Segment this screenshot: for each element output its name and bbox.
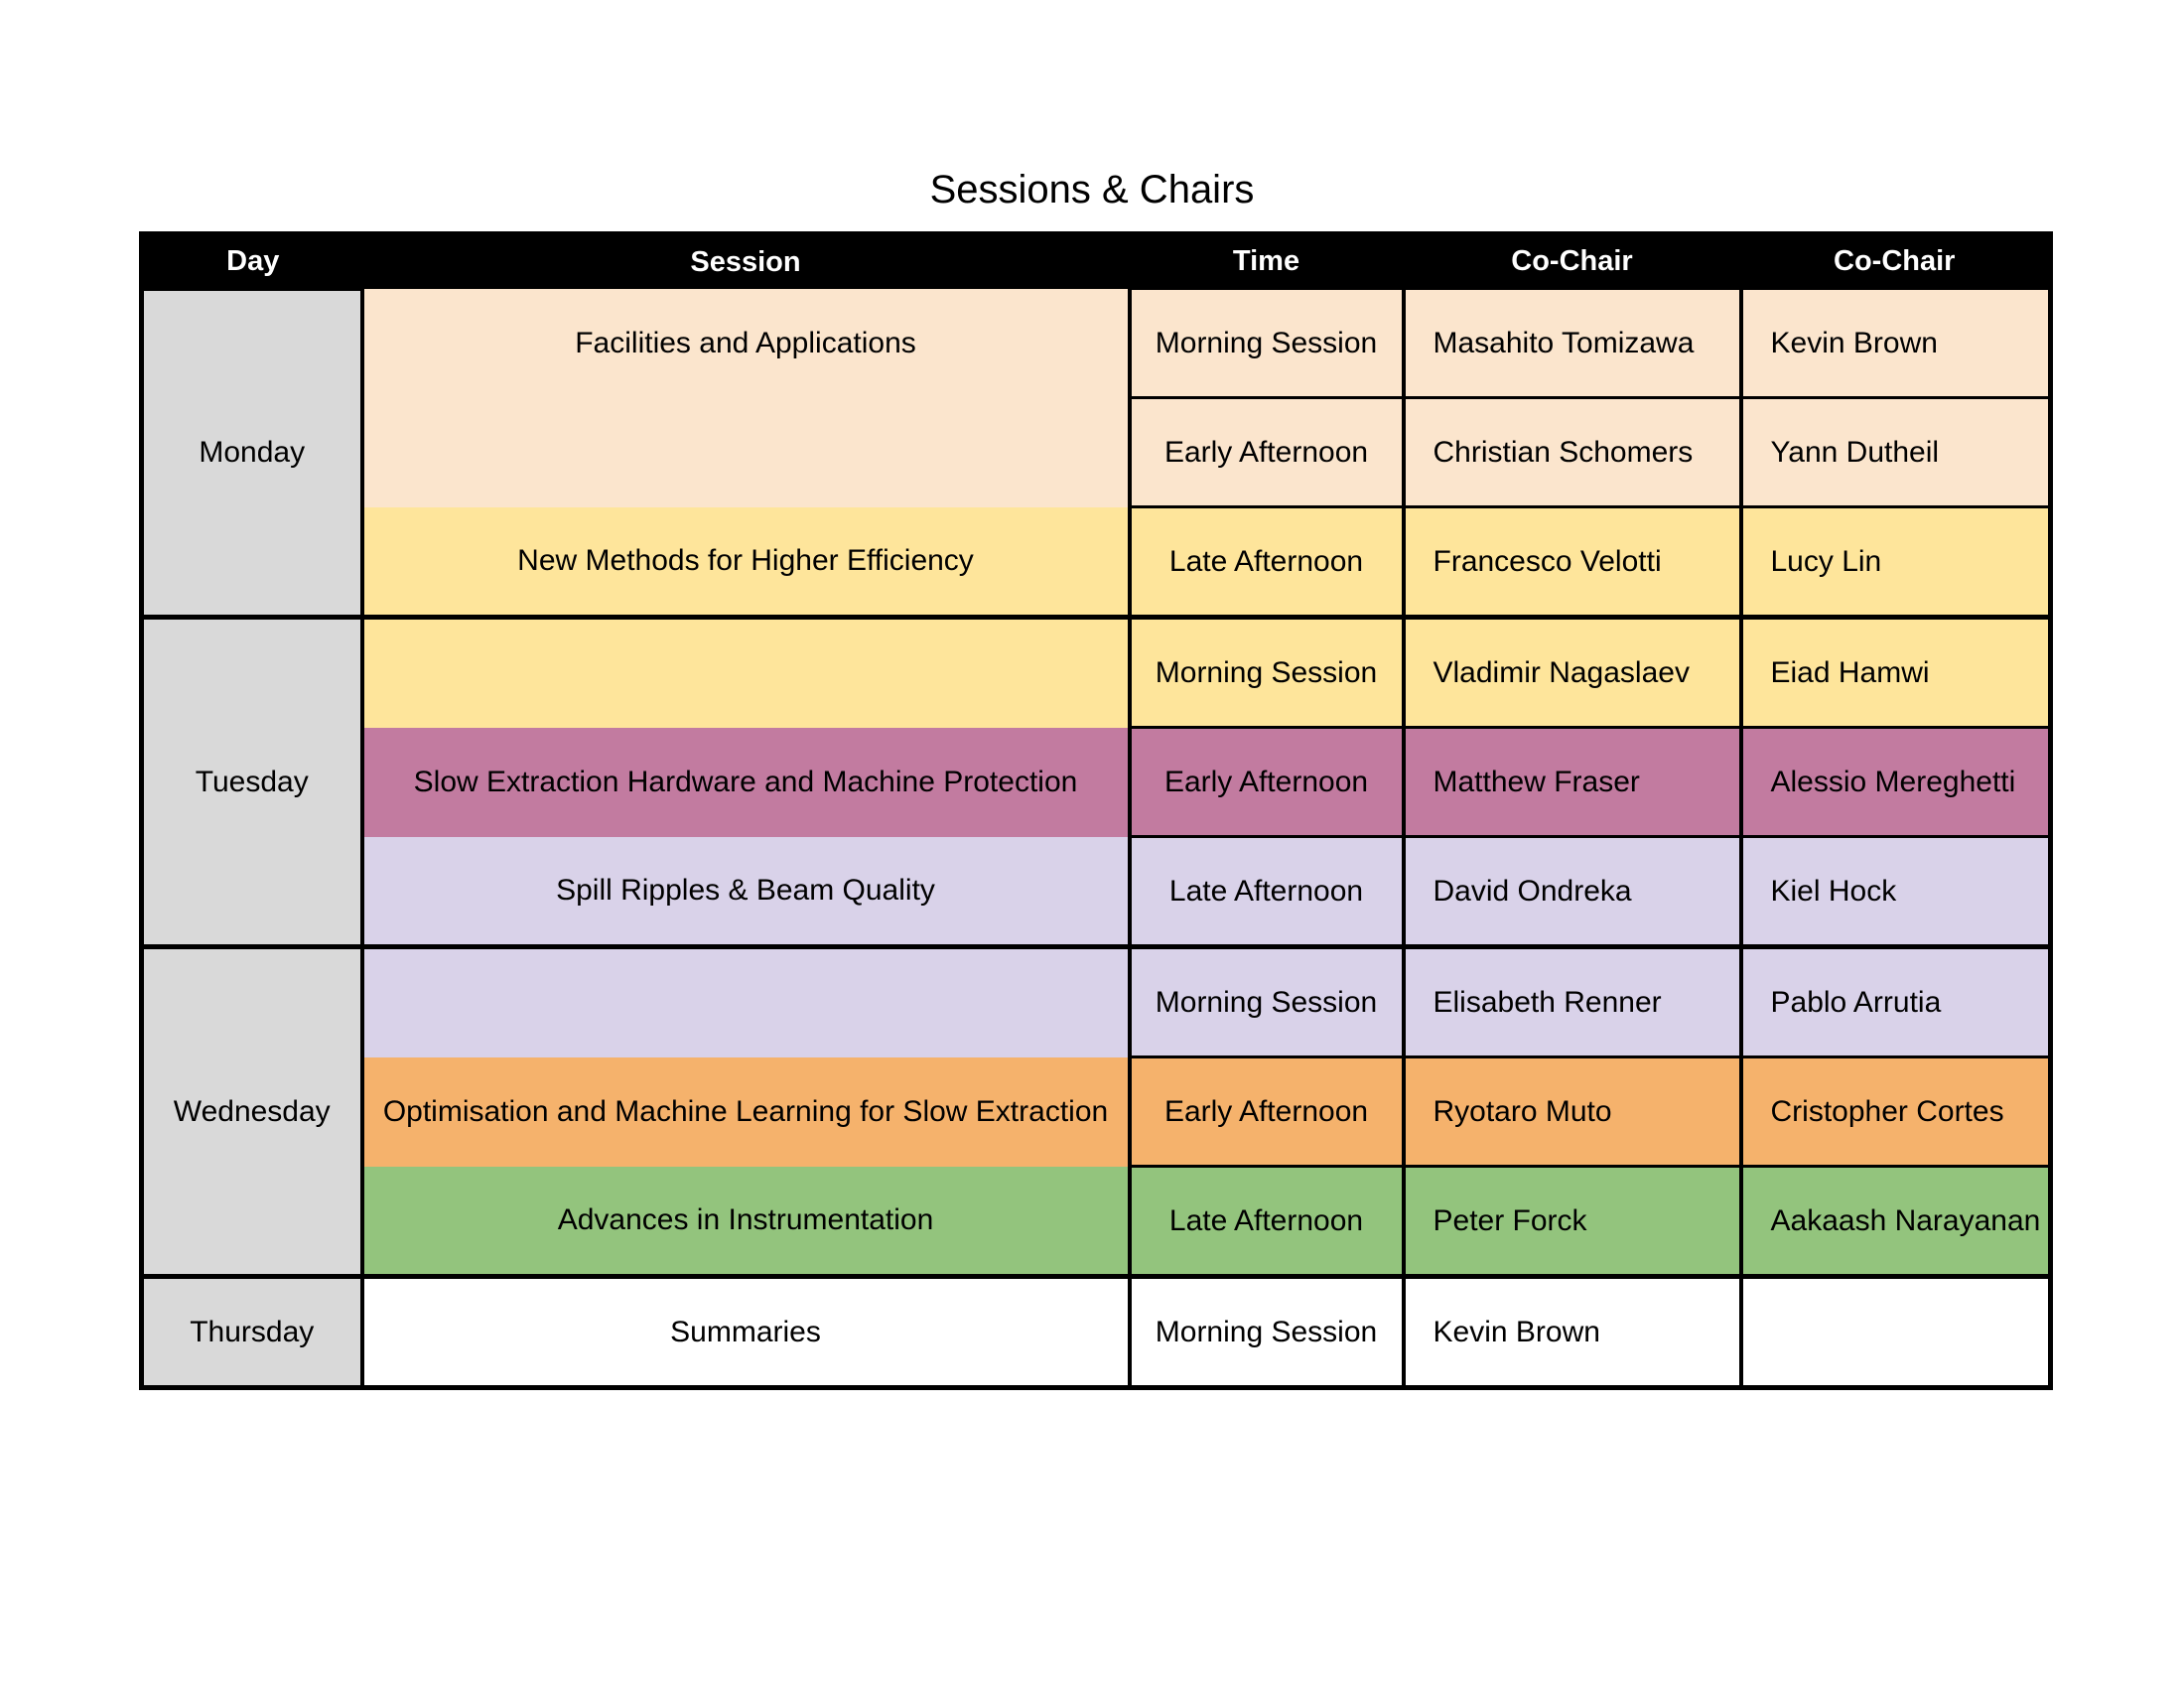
header-session: Session	[362, 234, 1130, 289]
table-row	[142, 837, 2051, 947]
co-chair-cell: David Ondreka	[1404, 837, 1741, 947]
time-cell: Early Afternoon	[1130, 1057, 1404, 1167]
table-row	[142, 1167, 2051, 1277]
co-chair-cell: Vladimir Nagaslaev	[1404, 618, 1741, 728]
time-cell: Morning Session	[1130, 618, 1404, 728]
co-chair-cell: Kevin Brown	[1741, 289, 2051, 398]
session-cell-continued	[362, 947, 1130, 1057]
co-chair-cell: Alessio Mereghetti	[1741, 728, 2051, 837]
time-cell: Morning Session	[1130, 289, 1404, 398]
co-chair-cell: Elisabeth Renner	[1404, 947, 1741, 1057]
session-cell: Spill Ripples & Beam Quality	[362, 837, 1130, 947]
day-cell-wednesday: Wednesday	[142, 947, 362, 1277]
table-row	[142, 1277, 2051, 1388]
time-cell: Late Afternoon	[1130, 837, 1404, 947]
header-time: Time	[1130, 234, 1404, 289]
co-chair-cell: Lucy Lin	[1741, 507, 2051, 618]
co-chair-cell: Ryotaro Muto	[1404, 1057, 1741, 1167]
session-cell: Slow Extraction Hardware and Machine Protection	[362, 728, 1130, 837]
time-cell: Late Afternoon	[1130, 507, 1404, 618]
session-cell: Summaries	[362, 1277, 1130, 1388]
co-chair-cell: Peter Forck	[1404, 1167, 1741, 1277]
time-cell: Late Afternoon	[1130, 1167, 1404, 1277]
co-chair-cell: Masahito Tomizawa	[1404, 289, 1741, 398]
co-chair-cell: Pablo Arrutia	[1741, 947, 2051, 1057]
table-row	[142, 947, 2051, 1057]
table-row	[142, 289, 2051, 398]
time-cell: Morning Session	[1130, 947, 1404, 1057]
co-chair-cell	[1741, 1277, 2051, 1388]
table-row	[142, 728, 2051, 837]
session-cell-continued	[362, 618, 1130, 728]
table-row	[142, 1057, 2051, 1167]
co-chair-cell: Cristopher Cortes	[1741, 1057, 2051, 1167]
time-cell: Morning Session	[1130, 1277, 1404, 1388]
co-chair-cell: Matthew Fraser	[1404, 728, 1741, 837]
sessions-table	[139, 231, 2053, 1390]
session-cell: Facilities and Applications	[362, 289, 1130, 507]
co-chair-cell: Yann Dutheil	[1741, 398, 2051, 507]
time-cell: Early Afternoon	[1130, 398, 1404, 507]
day-cell-monday: Monday	[142, 289, 362, 618]
table-row	[142, 618, 2051, 728]
co-chair-cell: Aakaash Narayanan	[1741, 1167, 2051, 1277]
session-cell: New Methods for Higher Efficiency	[362, 507, 1130, 618]
co-chair-cell: Francesco Velotti	[1404, 507, 1741, 618]
header-day: Day	[142, 234, 362, 289]
session-cell: Optimisation and Machine Learning for Slow Extraction	[362, 1057, 1130, 1167]
header-co-chair-2: Co-Chair	[1741, 234, 2051, 289]
table-header-row	[142, 234, 2051, 289]
table-row	[142, 507, 2051, 618]
header-co-chair-1: Co-Chair	[1404, 234, 1741, 289]
day-cell-thursday: Thursday	[142, 1277, 362, 1388]
co-chair-cell: Eiad Hamwi	[1741, 618, 2051, 728]
co-chair-cell: Christian Schomers	[1404, 398, 1741, 507]
co-chair-cell: Kevin Brown	[1404, 1277, 1741, 1388]
time-cell: Early Afternoon	[1130, 728, 1404, 837]
co-chair-cell: Kiel Hock	[1741, 837, 2051, 947]
day-cell-tuesday: Tuesday	[142, 618, 362, 947]
page-title: Sessions & Chairs	[929, 168, 1255, 211]
session-cell: Advances in Instrumentation	[362, 1167, 1130, 1277]
